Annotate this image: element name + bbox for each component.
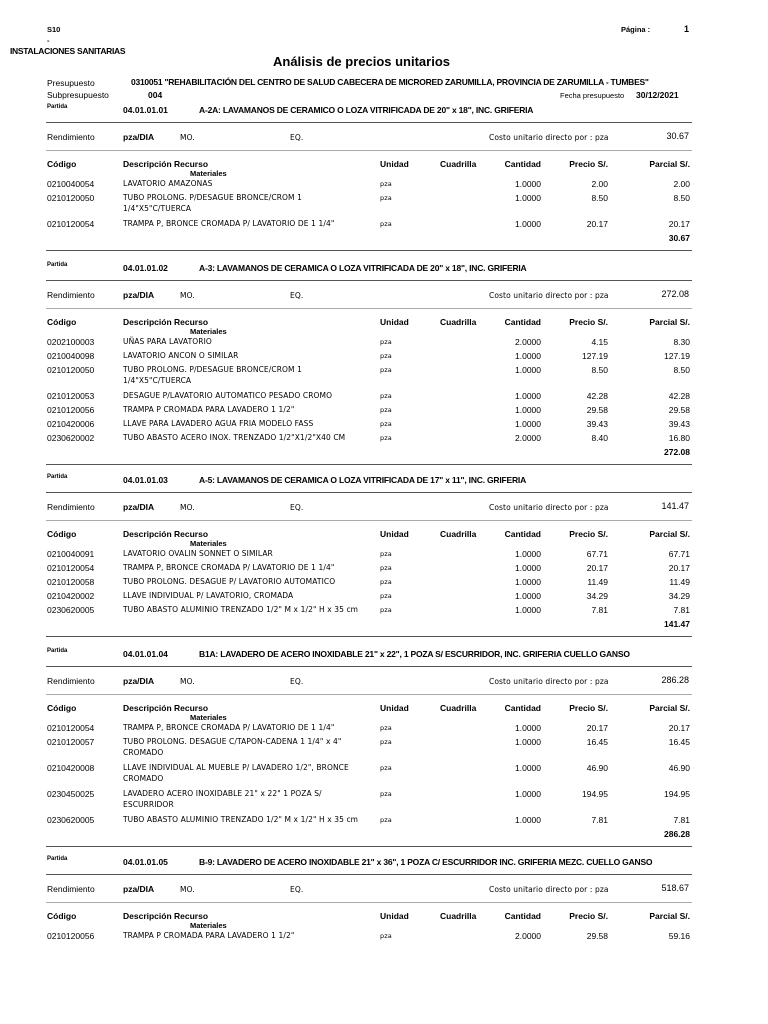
row-descripcion: TRAMPA P, BRONCE CROMADA P/ LAVATORIO DE 1 1/4" [123, 563, 335, 572]
row-precio: 67.71 [586, 549, 608, 559]
report-code: S10 [47, 25, 61, 34]
row-cantidad: 1.0000 [515, 577, 541, 587]
section-end-divider [46, 464, 692, 465]
row-precio: 16.45 [586, 737, 608, 747]
partida-name: B1A: LAVADERO DE ACERO INOXIDABLE 21" x 22", 1 POZA S/ ESCURRIDOR, INC. GRIFERIA CUELLO GANSO [199, 649, 630, 659]
row-descripcion-cont: ESCURRIDOR [123, 800, 174, 809]
row-codigo: 0230620005 [47, 815, 95, 825]
row-codigo: 0210120056 [47, 931, 95, 941]
row-precio: 127.19 [582, 351, 608, 361]
row-precio: 39.43 [586, 419, 608, 429]
partida-divider [46, 122, 692, 123]
row-codigo: 0210120057 [47, 737, 95, 747]
page-label: Página : [621, 25, 651, 34]
row-descripcion: TRAMPA P, BRONCE CROMADA P/ LAVATORIO DE 1 1/4" [123, 219, 335, 228]
col-codigo: Código [47, 159, 77, 169]
subpresupuesto-value: 004 [148, 90, 163, 100]
row-cantidad: 1.0000 [515, 605, 541, 615]
row-unidad: pza [380, 180, 392, 188]
row-descripcion: TUBO ABASTO ACERO INOX. TRENZADO 1/2"X1/2"X40 CM [123, 433, 346, 442]
col-cuadrilla: Cuadrilla [440, 703, 477, 713]
col-descripcion: Descripción Recurso [123, 911, 209, 921]
col-unidad: Unidad [380, 529, 409, 539]
row-parcial: 20.17 [668, 563, 690, 573]
row-precio: 8.40 [591, 433, 608, 443]
row-codigo: 0210120054 [47, 723, 95, 733]
row-precio: 2.00 [591, 179, 608, 189]
col-precio: Precio S/. [569, 529, 608, 539]
col-codigo: Código [47, 911, 77, 921]
row-cantidad: 1.0000 [515, 365, 541, 375]
row-precio: 20.17 [586, 219, 608, 229]
row-cantidad: 1.0000 [515, 193, 541, 203]
row-descripcion: TRAMPA P, BRONCE CROMADA P/ LAVATORIO DE 1 1/4" [123, 723, 335, 732]
row-descripcion: TUBO PROLONG. P/DESAGUE BRONCE/CROM 1 [123, 193, 302, 202]
row-descripcion: TRAMPA P CROMADA PARA LAVADERO 1 1/2" [123, 405, 295, 414]
row-descripcion: TRAMPA P CROMADA PARA LAVADERO 1 1/2" [123, 931, 295, 940]
col-parcial: Parcial S/. [649, 529, 690, 539]
row-cantidad: 1.0000 [515, 789, 541, 799]
row-cantidad: 2.0000 [515, 337, 541, 347]
section-end-divider [46, 846, 692, 847]
mo-label: MO. [180, 503, 195, 512]
col-codigo: Código [47, 317, 77, 327]
row-descripcion-cont: CROMADO [123, 774, 164, 783]
col-cantidad: Cantidad [504, 529, 541, 539]
row-descripcion: LLAVE PARA LAVADERO AGUA FRIA MODELO FASS [123, 419, 314, 428]
row-codigo: 0210120053 [47, 391, 95, 401]
row-cantidad: 1.0000 [515, 737, 541, 747]
row-cantidad: 1.0000 [515, 549, 541, 559]
col-precio: Precio S/. [569, 703, 608, 713]
row-cantidad: 1.0000 [515, 591, 541, 601]
costo-label: Costo unitario directo por : pza [489, 677, 609, 686]
row-parcial: 8.50 [673, 365, 690, 375]
rendimiento-value: pza/DIA [123, 502, 155, 512]
row-parcial: 11.49 [669, 577, 690, 587]
row-unidad: pza [380, 338, 392, 346]
col-precio: Precio S/. [569, 159, 608, 169]
partida-label: Partida [47, 262, 68, 268]
row-unidad: pza [380, 366, 392, 374]
materiales-label: Materiales [190, 169, 227, 178]
row-codigo: 0210120056 [47, 405, 95, 415]
row-unidad: pza [380, 816, 392, 824]
dash-mark: - [47, 36, 50, 45]
row-precio: 46.90 [586, 763, 608, 773]
partida-label: Partida [47, 474, 68, 480]
costo-label: Costo unitario directo por : pza [489, 133, 609, 142]
row-descripcion: TUBO PROLONG. DESAGUE C/TAPON-CADENA 1 1/4" x 4" [123, 737, 342, 746]
row-codigo: 0210120054 [47, 563, 95, 573]
section-end-divider [46, 636, 692, 637]
row-descripcion: LAVATORIO AMAZONAS [123, 179, 213, 188]
row-precio: 29.58 [586, 405, 608, 415]
page-title: Análisis de precios unitarios [273, 54, 450, 69]
row-codigo: 0210420008 [47, 763, 95, 773]
eq-label: EQ. [290, 885, 304, 894]
row-descripcion-cont: 1/4"X5"C/TUERCA [123, 204, 192, 213]
row-precio: 34.29 [586, 591, 608, 601]
row-cantidad: 1.0000 [515, 179, 541, 189]
row-unidad: pza [380, 406, 392, 414]
partida-divider [46, 280, 692, 281]
col-precio: Precio S/. [569, 911, 608, 921]
section-end-divider [46, 250, 692, 251]
row-cantidad: 2.0000 [515, 931, 541, 941]
row-codigo: 0210120050 [47, 365, 95, 375]
row-codigo: 0210120058 [47, 577, 95, 587]
row-parcial: 46.90 [668, 763, 690, 773]
row-cantidad: 1.0000 [515, 563, 541, 573]
col-codigo: Código [47, 529, 77, 539]
partida-total: 141.47 [664, 619, 690, 629]
row-unidad: pza [380, 420, 392, 428]
rendimiento-label: Rendimiento [47, 676, 95, 686]
row-unidad: pza [380, 578, 392, 586]
row-parcial: 67.71 [668, 549, 690, 559]
eq-label: EQ. [290, 133, 304, 142]
row-parcial: 7.81 [673, 815, 690, 825]
section-title: INSTALACIONES SANITARIAS [10, 46, 126, 56]
row-parcial: 20.17 [668, 219, 690, 229]
row-codigo: 0202100003 [47, 337, 95, 347]
row-unidad: pza [380, 790, 392, 798]
row-precio: 42.28 [586, 391, 608, 401]
costo-label: Costo unitario directo por : pza [489, 885, 609, 894]
row-unidad: pza [380, 194, 392, 202]
mo-label: MO. [180, 677, 195, 686]
mo-label: MO. [180, 885, 195, 894]
col-unidad: Unidad [380, 317, 409, 327]
costo-value: 30.67 [666, 131, 689, 141]
col-descripcion: Descripción Recurso [123, 529, 209, 539]
row-descripcion: LAVATORIO ANCON O SIMILAR [123, 351, 239, 360]
partida-code: 04.01.01.02 [123, 263, 168, 273]
presupuesto-label: Presupuesto [47, 78, 95, 88]
col-codigo: Código [47, 703, 77, 713]
col-parcial: Parcial S/. [649, 703, 690, 713]
materiales-label: Materiales [190, 327, 227, 336]
partida-divider [46, 874, 692, 875]
row-codigo: 0210120050 [47, 193, 95, 203]
partida-label: Partida [47, 856, 68, 862]
row-parcial: 34.29 [668, 591, 690, 601]
row-cantidad: 1.0000 [515, 219, 541, 229]
row-unidad: pza [380, 932, 392, 940]
partida-label: Partida [47, 648, 68, 654]
rendimiento-divider [46, 150, 692, 151]
rendimiento-value: pza/DIA [123, 676, 155, 686]
row-precio: 7.81 [591, 815, 608, 825]
row-codigo: 0210120054 [47, 219, 95, 229]
costo-value: 141.47 [661, 501, 689, 511]
subpresupuesto-label: Subpresupuesto [47, 90, 109, 100]
presupuesto-value: 0310051 "REHABILITACIÓN DEL CENTRO DE SALUD CABECERA DE MICRORED ZARUMILLA, PROVINCIA DE ZARUMILLA - TUMBES" [131, 77, 649, 87]
row-descripcion: LLAVE INDIVIDUAL AL MUEBLE P/ LAVADERO 1/2", BRONCE [123, 763, 349, 772]
partida-code: 04.01.01.03 [123, 475, 168, 485]
col-unidad: Unidad [380, 159, 409, 169]
row-unidad: pza [380, 606, 392, 614]
row-unidad: pza [380, 550, 392, 558]
row-codigo: 0210420006 [47, 419, 95, 429]
row-unidad: pza [380, 724, 392, 732]
row-descripcion: TUBO PROLONG. DESAGUE P/ LAVATORIO AUTOMATICO [123, 577, 336, 586]
row-codigo: 0210420002 [47, 591, 95, 601]
row-descripcion: LAVADERO ACERO INOXIDABLE 21" x 22" 1 POZA S/ [123, 789, 322, 798]
materiales-label: Materiales [190, 539, 227, 548]
row-precio: 20.17 [586, 723, 608, 733]
partida-name: A-2A: LAVAMANOS DE CERAMICO O LOZA VITRIFICADA DE 20" x 18", INC. GRIFERIA [199, 105, 534, 115]
costo-value: 286.28 [661, 675, 689, 685]
row-parcial: 20.17 [668, 723, 690, 733]
row-unidad: pza [380, 352, 392, 360]
row-codigo: 0230620002 [47, 433, 95, 443]
row-descripcion: TUBO PROLONG. P/DESAGUE BRONCE/CROM 1 [123, 365, 302, 374]
row-parcial: 59.16 [668, 931, 690, 941]
row-descripcion: LLAVE INDIVIDUAL P/ LAVATORIO, CROMADA [123, 591, 294, 600]
row-cantidad: 1.0000 [515, 815, 541, 825]
row-precio: 8.50 [591, 193, 608, 203]
row-parcial: 2.00 [673, 179, 690, 189]
col-cuadrilla: Cuadrilla [440, 159, 477, 169]
col-cantidad: Cantidad [504, 911, 541, 921]
rendimiento-divider [46, 520, 692, 521]
row-cantidad: 1.0000 [515, 723, 541, 733]
rendimiento-divider [46, 902, 692, 903]
partida-divider [46, 492, 692, 493]
row-codigo: 0210040091 [47, 549, 95, 559]
rendimiento-value: pza/DIA [123, 884, 155, 894]
rendimiento-value: pza/DIA [123, 290, 155, 300]
rendimiento-label: Rendimiento [47, 290, 95, 300]
rendimiento-label: Rendimiento [47, 884, 95, 894]
row-unidad: pza [380, 564, 392, 572]
row-unidad: pza [380, 764, 392, 772]
partida-code: 04.01.01.01 [123, 105, 168, 115]
partida-name: A-5: LAVAMANOS DE CERAMICA O LOZA VITRIFICADA DE 17" x 11", INC. GRIFERIA [199, 475, 527, 485]
rendimiento-label: Rendimiento [47, 132, 95, 142]
partida-total: 30.67 [668, 233, 690, 243]
row-descripcion: TUBO ABASTO ALUMINIO TRENZADO 1/2" M x 1/2" H x 35 cm [123, 605, 359, 614]
row-unidad: pza [380, 434, 392, 442]
row-parcial: 16.45 [668, 737, 690, 747]
row-unidad: pza [380, 220, 392, 228]
row-cantidad: 1.0000 [515, 405, 541, 415]
row-parcial: 8.30 [673, 337, 690, 347]
row-codigo: 0210040098 [47, 351, 95, 361]
costo-value: 272.08 [661, 289, 689, 299]
materiales-label: Materiales [190, 921, 227, 930]
row-parcial: 7.81 [673, 605, 690, 615]
col-unidad: Unidad [380, 703, 409, 713]
col-descripcion: Descripción Recurso [123, 317, 209, 327]
row-descripcion-cont: 1/4"X5"C/TUERCA [123, 376, 192, 385]
row-parcial: 16.80 [668, 433, 690, 443]
mo-label: MO. [180, 291, 195, 300]
row-descripcion: LAVATORIO OVALIN SONNET O SIMILAR [123, 549, 273, 558]
col-descripcion: Descripción Recurso [123, 159, 209, 169]
row-cantidad: 2.0000 [515, 433, 541, 443]
row-descripcion: TUBO ABASTO ALUMINIO TRENZADO 1/2" M x 1/2" H x 35 cm [123, 815, 359, 824]
mo-label: MO. [180, 133, 195, 142]
row-unidad: pza [380, 738, 392, 746]
eq-label: EQ. [290, 677, 304, 686]
row-cantidad: 1.0000 [515, 391, 541, 401]
row-parcial: 29.58 [668, 405, 690, 415]
col-parcial: Parcial S/. [649, 317, 690, 327]
col-cantidad: Cantidad [504, 703, 541, 713]
col-cuadrilla: Cuadrilla [440, 529, 477, 539]
rendimiento-divider [46, 694, 692, 695]
rendimiento-divider [46, 308, 692, 309]
row-codigo: 0230450025 [47, 789, 95, 799]
row-unidad: pza [380, 392, 392, 400]
row-unidad: pza [380, 592, 392, 600]
col-descripcion: Descripción Recurso [123, 703, 209, 713]
col-cantidad: Cantidad [504, 317, 541, 327]
eq-label: EQ. [290, 503, 304, 512]
partida-name: B-9: LAVADERO DE ACERO INOXIDABLE 21" x 36", 1 POZA C/ ESCURRIDOR INC. GRIFERIA MEZC. CUELLO GANSO [199, 857, 653, 867]
partida-label: Partida [47, 104, 68, 110]
partida-code: 04.01.01.05 [123, 857, 168, 867]
row-codigo: 0210040054 [47, 179, 95, 189]
row-codigo: 0230620005 [47, 605, 95, 615]
fecha-value: 30/12/2021 [636, 90, 679, 100]
materiales-label: Materiales [190, 713, 227, 722]
partida-total: 272.08 [664, 447, 690, 457]
partida-divider [46, 666, 692, 667]
eq-label: EQ. [290, 291, 304, 300]
row-precio: 20.17 [586, 563, 608, 573]
row-parcial: 127.19 [664, 351, 690, 361]
col-precio: Precio S/. [569, 317, 608, 327]
col-parcial: Parcial S/. [649, 159, 690, 169]
row-parcial: 42.28 [668, 391, 690, 401]
row-parcial: 194.95 [664, 789, 690, 799]
row-precio: 4.15 [591, 337, 608, 347]
row-precio: 11.49 [587, 577, 608, 587]
rendimiento-value: pza/DIA [123, 132, 155, 142]
col-cantidad: Cantidad [504, 159, 541, 169]
partida-total: 286.28 [664, 829, 690, 839]
row-descripcion-cont: CROMADO [123, 748, 164, 757]
costo-label: Costo unitario directo por : pza [489, 291, 609, 300]
row-descripcion: DESAGUE P/LAVATORIO AUTOMATICO PESADO CROMO [123, 391, 333, 400]
row-parcial: 8.50 [673, 193, 690, 203]
costo-label: Costo unitario directo por : pza [489, 503, 609, 512]
row-descripcion: UÑAS PARA LAVATORIO [123, 337, 212, 346]
row-precio: 194.95 [582, 789, 608, 799]
row-precio: 8.50 [591, 365, 608, 375]
row-cantidad: 1.0000 [515, 419, 541, 429]
partida-code: 04.01.01.04 [123, 649, 168, 659]
col-cuadrilla: Cuadrilla [440, 911, 477, 921]
row-cantidad: 1.0000 [515, 351, 541, 361]
row-cantidad: 1.0000 [515, 763, 541, 773]
row-precio: 7.81 [591, 605, 608, 615]
col-unidad: Unidad [380, 911, 409, 921]
col-parcial: Parcial S/. [649, 911, 690, 921]
partida-name: A-3: LAVAMANOS DE CERAMICA O LOZA VITRIFICADA DE 20" x 18", INC. GRIFERIA [199, 263, 527, 273]
fecha-label: Fecha presupuesto [560, 91, 625, 100]
page-number: 1 [684, 24, 690, 34]
rendimiento-label: Rendimiento [47, 502, 95, 512]
row-precio: 29.58 [586, 931, 608, 941]
col-cuadrilla: Cuadrilla [440, 317, 477, 327]
row-parcial: 39.43 [668, 419, 690, 429]
costo-value: 518.67 [661, 883, 689, 893]
